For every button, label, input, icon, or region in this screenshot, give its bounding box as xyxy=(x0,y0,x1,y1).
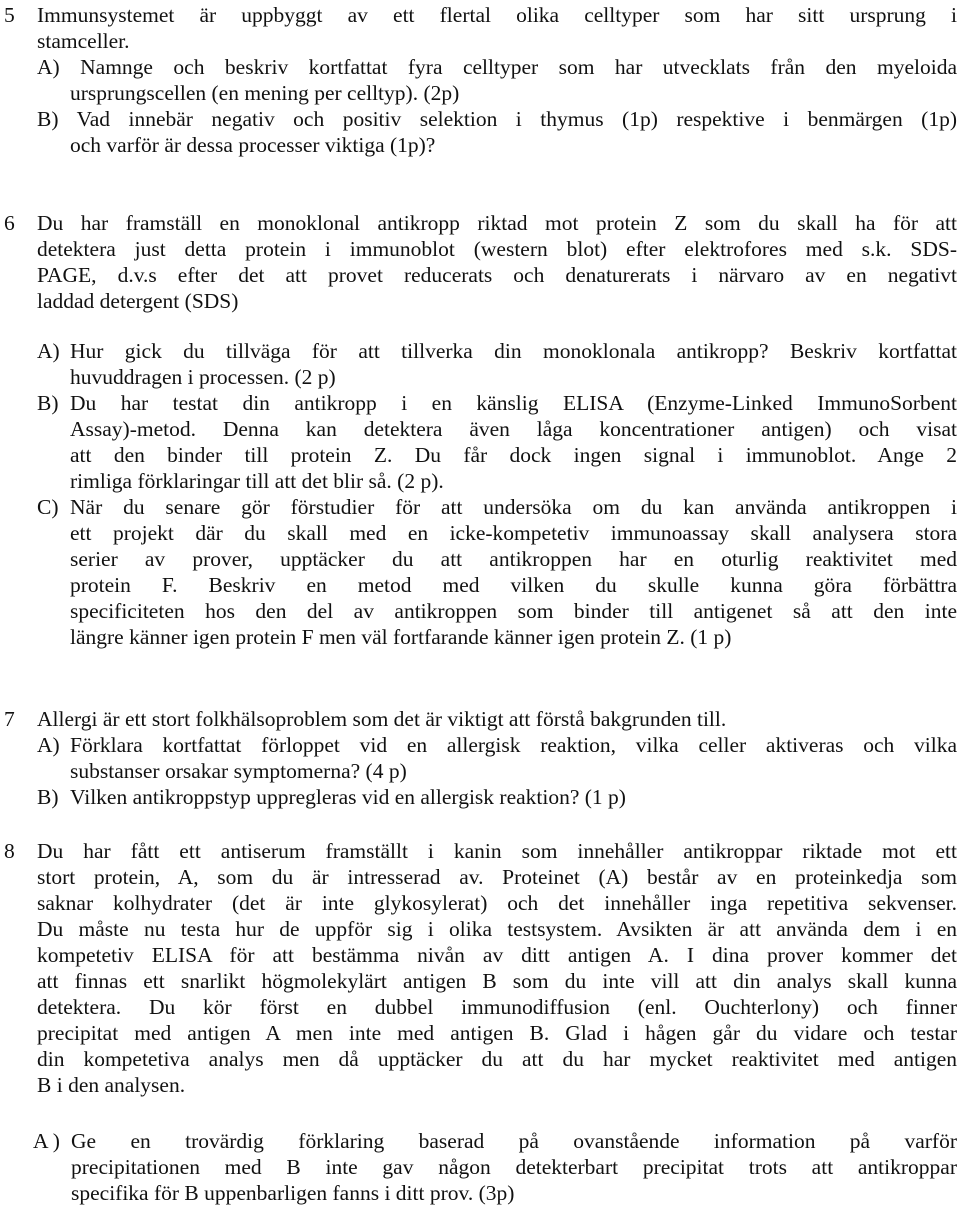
question-text-line: kompetetiv ELISA för att bestämma nivån av ditt antigen A. I dina prover kommer det xyxy=(37,943,957,967)
subquestion-label: B) xyxy=(37,391,59,415)
question-text-line: att finnas ett snarlikt högmolekylärt antigen B som du inte vill att din analys skall kunna xyxy=(37,969,957,993)
subquestion-a xyxy=(37,732,957,784)
question-number: 6 xyxy=(4,211,15,235)
subquestion-line: protein F. Beskriv en metod med vilken du skulle kunna göra förbättra xyxy=(70,573,957,597)
question-5 xyxy=(4,2,960,158)
question-text-line: Du har fått ett antiserum framställt i kanin som innehåller antikroppar riktade mot ett xyxy=(37,839,957,863)
subquestion-line: Assay)-metod. Denna kan detektera även låga koncentrationer antigen) och visat xyxy=(70,417,957,441)
question-number: 8 xyxy=(4,839,15,863)
subquestion-a xyxy=(33,1128,957,1206)
question-text-line: Du måste nu testa hur de uppför sig i olika testsystem. Avsikten är att använda dem i en xyxy=(37,917,957,941)
subquestion-line: rimliga förklaringar till att det blir så. (2 p). xyxy=(70,469,444,493)
subquestion-a-line: A) Namnge och beskriv kortfattat fyra celltyper som har utvecklats från den myeloida xyxy=(37,55,957,79)
subquestion-line: Du har testat din antikropp i en känslig ELISA (Enzyme-Linked ImmunoSorbent xyxy=(70,391,957,415)
subquestion-label: A) xyxy=(37,733,60,757)
question-text-line: Du har framställ en monoklonal antikropp riktad mot protein Z som du skall ha för att xyxy=(37,211,957,235)
question-text-line: saknar kolhydrater (det är inte glykosylerat) och det innehåller inga repetitiva sekvenser. xyxy=(37,891,957,915)
subquestion-b-line: B) Vad innebär negativ och positiv selektion i thymus (1p) respektive i benmärgen (1p) xyxy=(37,107,957,131)
question-6 xyxy=(4,210,960,650)
subquestion-label: C) xyxy=(37,495,59,519)
subquestion-line: huvuddragen i processen. (2 p) xyxy=(70,365,336,389)
subquestion-line: ett projekt där du skall med en icke-kompetetiv immunoassay skall analysera stora xyxy=(70,521,957,545)
question-text-line: precipitat med antigen A men inte med antigen B. Glad i hågen går du vidare och testar xyxy=(37,1021,957,1045)
question-text-line: PAGE, d.v.s efter det att provet reducerats och denaturerats i närvaro av en negativt xyxy=(37,263,957,287)
subquestion-line: längre känner igen protein F men väl fortfarande känner igen protein Z. (1 p) xyxy=(70,625,732,649)
subquestion-a xyxy=(37,338,957,390)
question-text-line: detektera. Du kör först en dubbel immunodiffusion (enl. Ouchterlony) och finner xyxy=(37,995,957,1019)
question-text-line: detektera just detta protein i immunoblot (western blot) efter elektrofores med s.k. SDS- xyxy=(37,237,957,261)
question-number: 5 xyxy=(4,3,15,27)
question-number: 7 xyxy=(4,707,15,731)
subquestion-label: A) xyxy=(37,339,60,363)
subquestion-line: substanser orsakar symptomerna? (4 p) xyxy=(70,759,407,783)
subquestion-b xyxy=(37,390,957,494)
subquestion-line: precipitationen med B inte gav någon detekterbart precipitat trots att antikroppar xyxy=(71,1155,957,1179)
question-text-line: B i den analysen. xyxy=(37,1073,186,1097)
subquestion-line: Förklara kortfattat förloppet vid en allergisk reaktion, vilka celler aktiveras och vilka xyxy=(70,733,957,757)
subquestion-line: Ge en trovärdig förklaring baserad på ovanstående information på varför xyxy=(71,1129,957,1153)
question-8 xyxy=(4,838,960,1206)
question-text-line: stamceller. xyxy=(37,29,130,53)
question-text-line: Allergi är ett stort folkhälsoproblem som det är viktigt att förstå bakgrunden till. xyxy=(37,707,727,731)
subquestion-label: A ) xyxy=(33,1129,60,1153)
subquestion-line: serier av prover, upptäcker du att antikroppen har en oturlig reaktivitet med xyxy=(70,547,957,571)
question-text-line: laddad detergent (SDS) xyxy=(37,289,239,313)
subquestion-b-line: och varför är dessa processer viktiga (1p)? xyxy=(70,133,436,157)
subquestion-a-line: ursprungscellen (en mening per celltyp). (2p) xyxy=(70,81,460,105)
question-text-line: stort protein, A, som du är intresserad av. Proteinet (A) består av en proteinkedja som xyxy=(37,865,957,889)
question-text-line: din kompetetiva analys men då upptäcker du att du har mycket reaktivitet med antigen xyxy=(37,1047,957,1071)
subquestion-line: När du senare gör förstudier för att undersöka om du kan använda antikroppen i xyxy=(70,495,957,519)
question-text-line: Immunsystemet är uppbyggt av ett flertal olika celltyper som har sitt ursprung i xyxy=(37,3,957,27)
subquestion-line: Vilken antikroppstyp uppregleras vid en allergisk reaktion? (1 p) xyxy=(70,785,626,809)
subquestion-line: att den binder till protein Z. Du får dock ingen signal i immunoblot. Ange 2 xyxy=(70,443,957,467)
subquestion-b xyxy=(37,784,957,810)
subquestion-line: specifika för B uppenbarligen fanns i ditt prov. (3p) xyxy=(71,1181,515,1205)
subquestion-label: B) xyxy=(37,785,59,809)
subquestion-line: specificiteten hos den del av antikroppen som binder till antigenet så att den inte xyxy=(70,599,957,623)
subquestion-c xyxy=(37,494,957,650)
question-7 xyxy=(4,706,960,810)
subquestion-line: Hur gick du tillväga för att tillverka din monoklonala antikropp? Beskriv kortfattat xyxy=(70,339,957,363)
